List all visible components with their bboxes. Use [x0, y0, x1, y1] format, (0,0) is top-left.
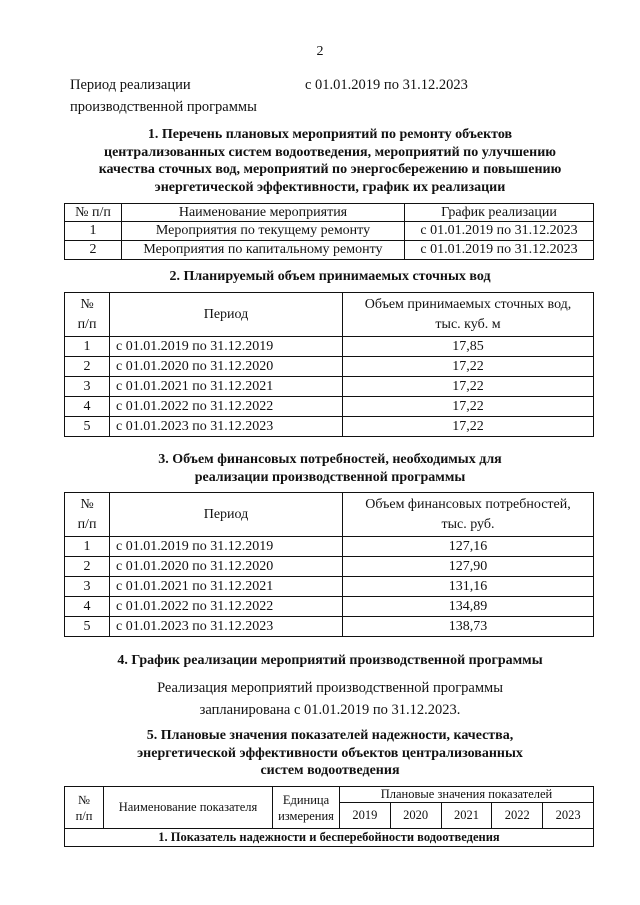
section5-title-line: систем водоотведения	[260, 763, 400, 778]
section3-title-line: реализации производственной программы	[194, 469, 466, 485]
table-row	[65, 417, 594, 437]
column-header: Наименование показателя	[104, 787, 273, 829]
table-cell: с 01.01.2019 по 31.12.2019	[110, 337, 343, 357]
table-cell: с 01.01.2021 по 31.12.2021	[110, 377, 343, 397]
table-cell: 134,89	[343, 597, 594, 617]
table-cell: 4	[65, 597, 110, 617]
year-header: 2020	[390, 803, 441, 829]
table-row	[65, 357, 594, 377]
table-cell: 127,90	[343, 557, 594, 577]
table-cell: с 01.01.2020 по 31.12.2020	[110, 357, 343, 377]
column-header: №	[80, 496, 94, 512]
column-header: №	[78, 792, 90, 807]
section5-title	[60, 727, 600, 780]
column-header-number	[65, 493, 110, 537]
table-header-row	[65, 204, 594, 222]
column-header: п/п	[77, 316, 97, 332]
section5-title-line: 5. Плановые значения показателей надежности, качества,	[146, 728, 514, 743]
column-header: тыс. куб. м	[435, 316, 501, 332]
column-header: Наименование мероприятия	[122, 204, 405, 222]
table-cell: 131,16	[343, 577, 594, 597]
year-header: 2021	[441, 803, 492, 829]
table-cell: 3	[65, 377, 110, 397]
column-header: №	[80, 296, 94, 312]
table-cell: 127,16	[343, 537, 594, 557]
table-cell: 5	[65, 617, 110, 637]
wastewater-volume-table	[64, 292, 594, 437]
year-header: 2022	[492, 803, 543, 829]
year-header: 2023	[543, 803, 594, 829]
table-row	[65, 617, 594, 637]
section1-title	[60, 126, 600, 196]
column-header: № п/п	[65, 204, 122, 222]
period-label-line: производственной программы	[70, 99, 257, 115]
measures-table	[64, 203, 594, 260]
table-cell: Мероприятия по капитальному ремонту	[122, 241, 405, 260]
section4-text-line: Реализация мероприятий производственной программы	[157, 680, 503, 696]
column-header: Плановые значения показателей	[340, 787, 594, 803]
table-cell: 17,22	[343, 397, 594, 417]
table-cell: с 01.01.2019 по 31.12.2023	[405, 222, 594, 241]
table-header-row	[65, 787, 594, 803]
indicators-table	[64, 786, 594, 847]
table-row	[65, 377, 594, 397]
section3-title-line: 3. Объем финансовых потребностей, необходимых для	[158, 452, 502, 467]
column-header: измерения	[278, 808, 334, 823]
table-cell: 17,22	[343, 357, 594, 377]
table-row	[65, 537, 594, 557]
table-subheading: 1. Показатель надежности и бесперебойности водоотведения	[65, 829, 594, 847]
section4-title-line: 4. График реализации мероприятий производственной программы	[117, 653, 543, 668]
section5-title-line: энергетической эффективности объектов централизованных	[137, 745, 523, 761]
table-cell: с 01.01.2023 по 31.12.2023	[110, 617, 343, 637]
table-cell: с 01.01.2019 по 31.12.2019	[110, 537, 343, 557]
table-row	[65, 829, 594, 847]
table-cell: 4	[65, 397, 110, 417]
table-header-row	[65, 493, 594, 537]
column-header: Единица	[282, 792, 330, 807]
table-cell: с 01.01.2021 по 31.12.2021	[110, 577, 343, 597]
table-row	[65, 397, 594, 417]
table-cell: Мероприятия по текущему ремонту	[122, 222, 405, 241]
table-row	[65, 337, 594, 357]
page-number: 2	[316, 44, 324, 59]
column-header-unit	[273, 787, 340, 829]
section4-text	[60, 677, 600, 721]
section4-text-line: запланирована с 01.01.2019 по 31.12.2023.	[199, 702, 461, 718]
table-cell: 2	[65, 357, 110, 377]
table-row	[65, 577, 594, 597]
column-header: п/п	[75, 808, 93, 823]
table-cell: 5	[65, 417, 110, 437]
table-cell: 138,73	[343, 617, 594, 637]
column-header: Объем финансовых потребностей,	[365, 496, 571, 512]
year-header: 2019	[340, 803, 391, 829]
period-label-line: Период реализации	[70, 77, 191, 93]
table-cell: с 01.01.2020 по 31.12.2020	[110, 557, 343, 577]
column-header: тыс. руб.	[441, 516, 495, 532]
table-cell: 2	[65, 241, 122, 260]
table-cell: 3	[65, 577, 110, 597]
column-header-value	[343, 493, 594, 537]
column-header-number	[65, 293, 110, 337]
table-cell: с 01.01.2022 по 31.12.2022	[110, 597, 343, 617]
section4-title	[60, 652, 600, 670]
section1-title-line: 1. Перечень плановых мероприятий по ремонту объектов	[147, 127, 513, 142]
section1-title-line: энергетической эффективности, график их реализации	[154, 179, 506, 195]
period-value: с 01.01.2019 по 31.12.2023	[305, 77, 468, 93]
column-header: Объем принимаемых сточных вод,	[364, 296, 572, 312]
section1-title-line: качества сточных вод, мероприятий по энергосбережению и повышению	[98, 162, 562, 177]
column-header-value	[343, 293, 594, 337]
section2-title	[60, 268, 600, 286]
financial-needs-table	[64, 492, 594, 637]
table-cell: 17,85	[343, 337, 594, 357]
table-cell: 1	[65, 537, 110, 557]
table-cell: 1	[65, 337, 110, 357]
table-cell: с 01.01.2023 по 31.12.2023	[110, 417, 343, 437]
column-header-number	[65, 787, 104, 829]
table-header-row	[65, 293, 594, 337]
column-header: Период	[110, 493, 343, 537]
table-row	[65, 597, 594, 617]
table-row	[65, 241, 594, 260]
table-cell: с 01.01.2019 по 31.12.2023	[405, 241, 594, 260]
column-header: п/п	[77, 516, 97, 532]
column-header: Период	[110, 293, 343, 337]
column-header: График реализации	[405, 204, 594, 222]
table-cell: 17,22	[343, 417, 594, 437]
table-cell: с 01.01.2022 по 31.12.2022	[110, 397, 343, 417]
table-cell: 17,22	[343, 377, 594, 397]
table-row	[65, 557, 594, 577]
section3-title	[60, 451, 600, 486]
table-cell: 1	[65, 222, 122, 241]
table-row	[65, 222, 594, 241]
table-cell: 2	[65, 557, 110, 577]
section2-title-line: 2. Планируемый объем принимаемых сточных вод	[169, 269, 491, 284]
period-label	[70, 74, 257, 118]
section1-title-line: централизованных систем водоотведения, мероприятий по улучшению	[104, 144, 556, 160]
